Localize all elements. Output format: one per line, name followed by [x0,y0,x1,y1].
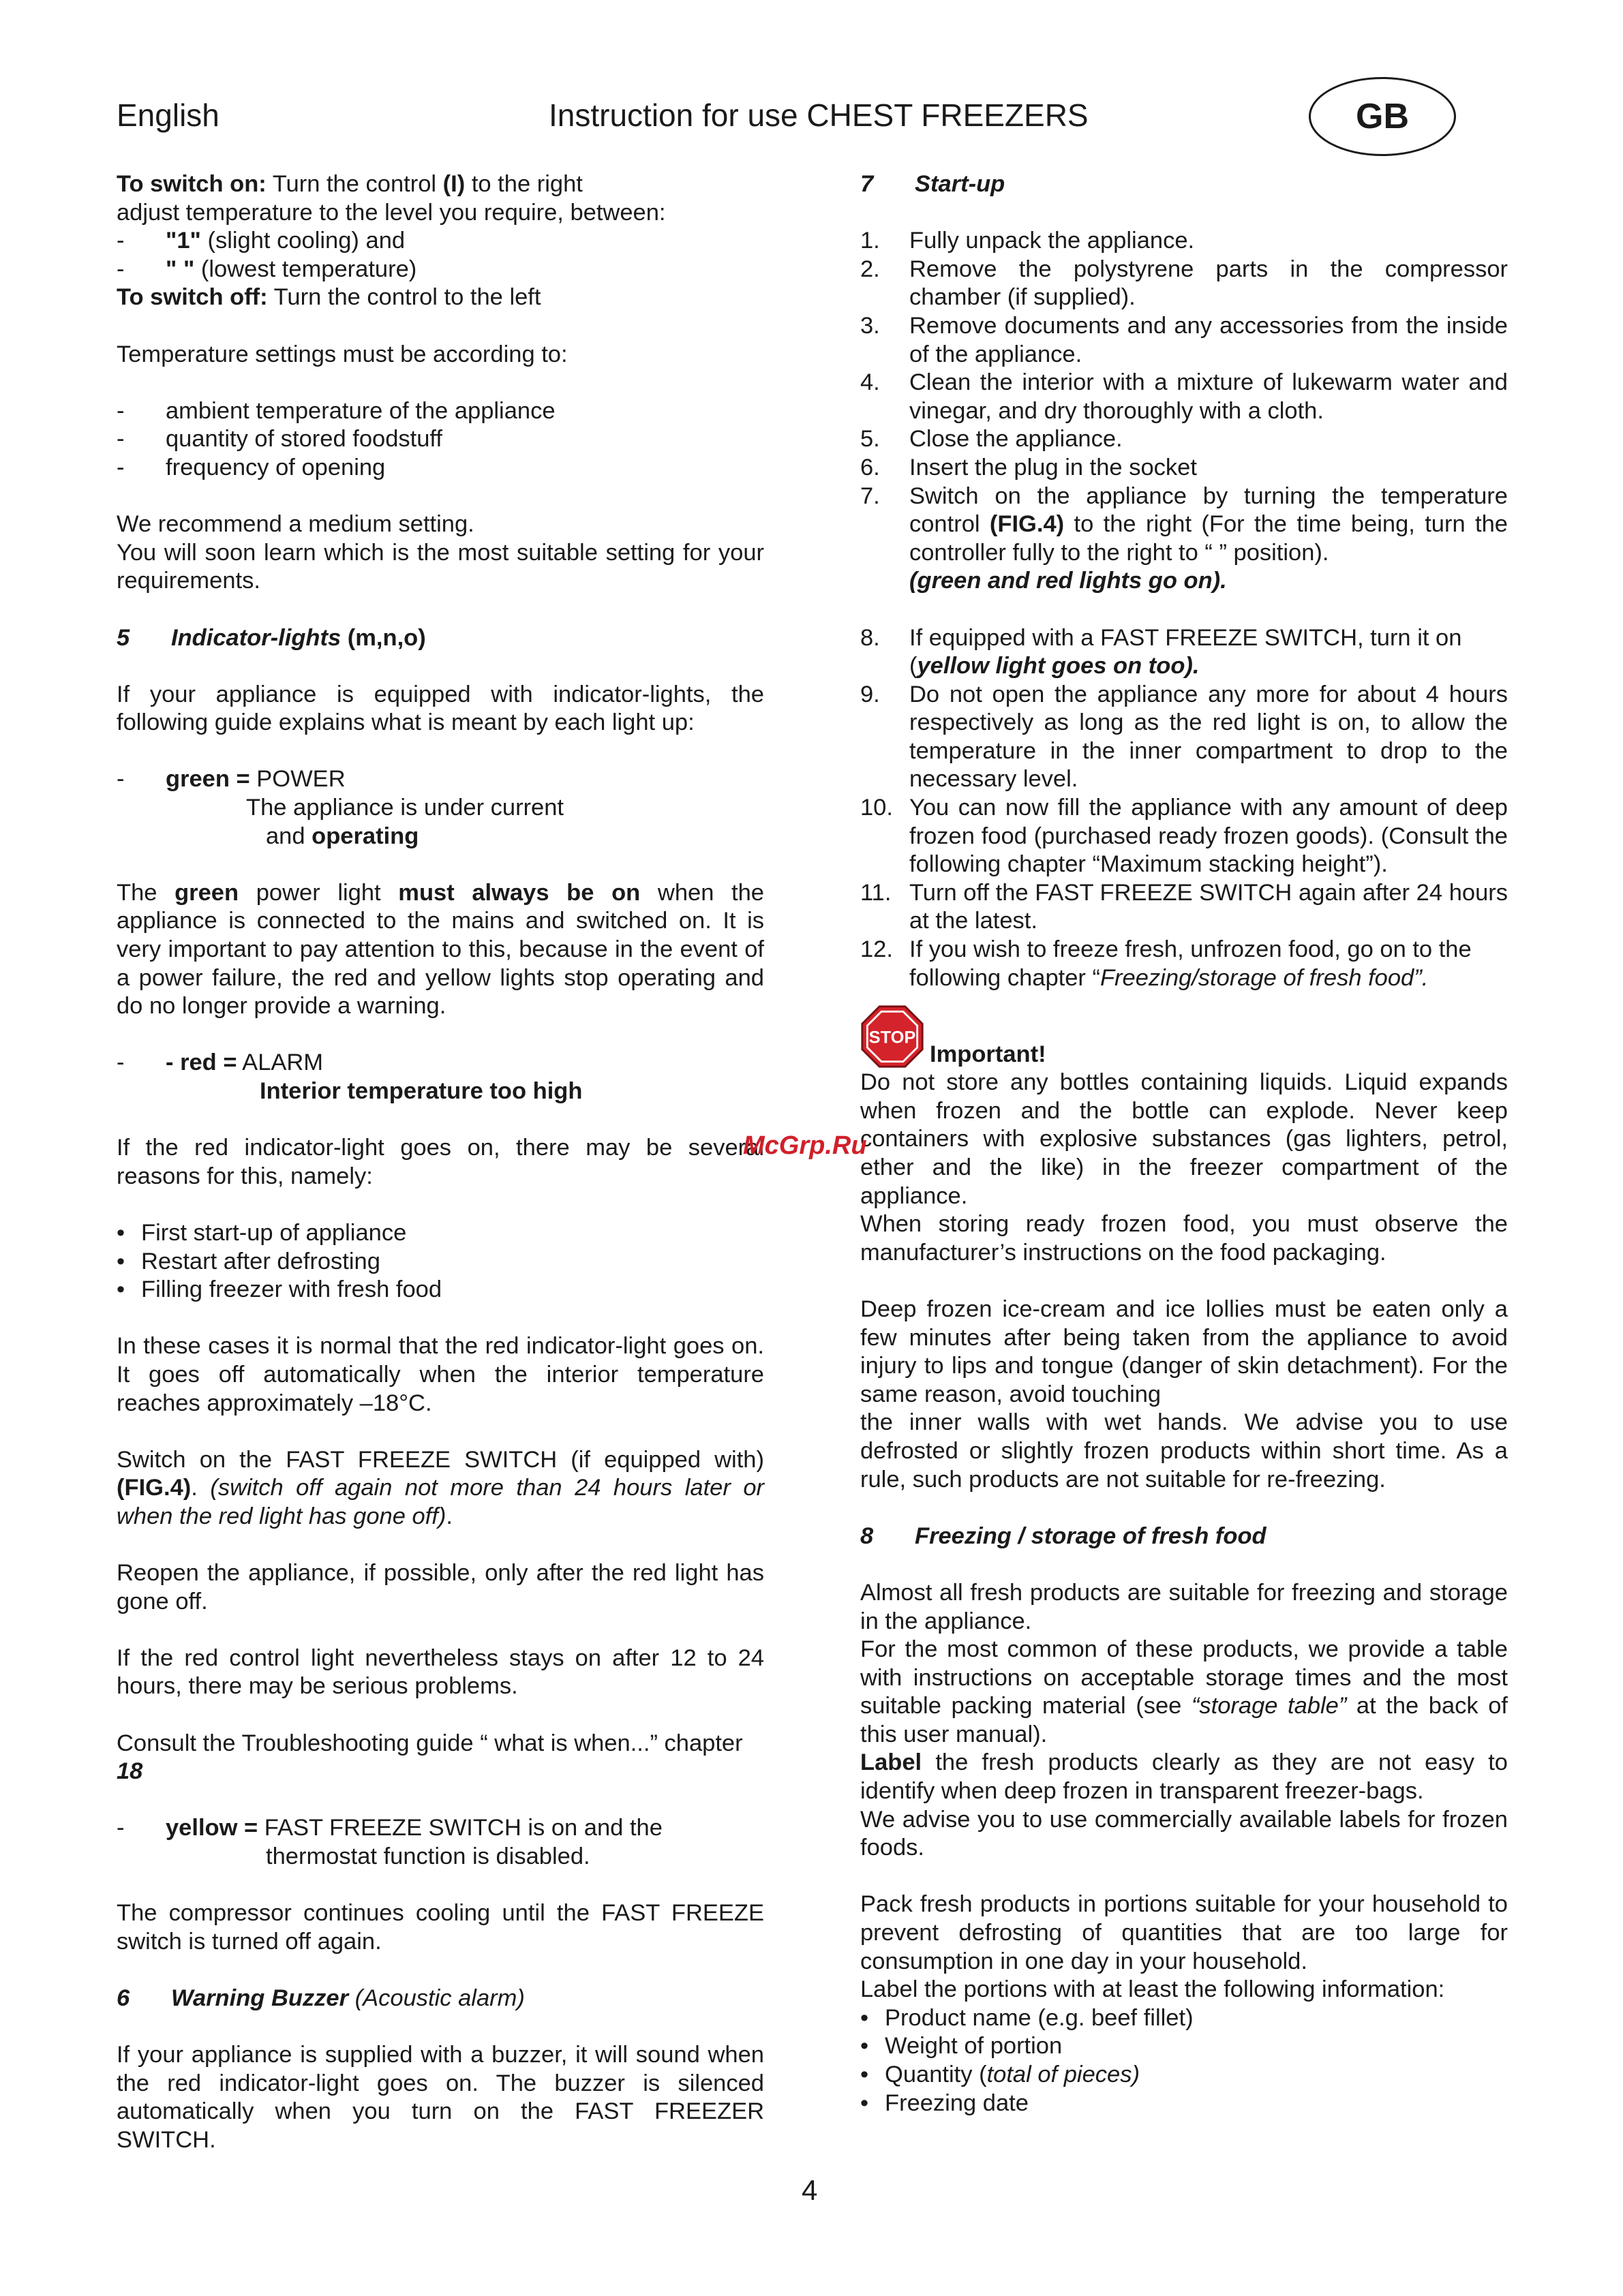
list-item: 1. Fully unpack the appliance. [860,228,1195,254]
section-6-heading [117,1985,764,2013]
section-number: 7 [860,171,874,197]
list-item: 3. Remove documents and any accessories from the inside of the appliance. [860,312,1508,367]
list-item: 10. You can now fill the appliance with any amount of deep frozen food (purchased ready frozen goods). (Consult the following chapter “Maximum stacking height”). [860,795,1508,878]
section-number: 5 [117,624,130,651]
section-number: 6 [117,1985,130,2011]
section-title: Indicator-lights [171,624,342,651]
list-item: 8. If equipped with a FAST FREEZE SWITCH, turn it on (yellow light goes on too). [860,624,1462,679]
switch-off-label: To switch off: [117,284,268,311]
label-text: Label the fresh products clearly as they are not easy to identify when deep frozen in transparent freezer-bags. [860,1749,1508,1805]
temp-intro: Temperature settings must be according to: [117,341,568,367]
indicator-intro: If your appliance is equipped with indicator-lights, the following guide explains what is meant by each light up: [117,681,764,736]
important-label: Important! [930,1041,1046,1067]
green-line-2: The appliance is under current [246,795,564,821]
reopen-text: Reopen the appliance, if possible, only after the red light has gone off. [117,1560,764,1614]
serious-text: If the red control light nevertheless stays on after 12 to 24 hours, there may be serious problems. [117,1644,764,1700]
yellow-light-entry: - yellow = FAST FREEZE SWITCH is on and the [117,1815,663,1841]
consult-text: Consult the Troubleshooting guide “ what is when...” chapter 18 [117,1730,743,1785]
red-light-entry: - - red = ALARM [117,1050,324,1076]
red-label: - red = [166,1050,237,1076]
list-item: 2. Remove the polystyrene parts in the compressor chamber (if supplied). [860,256,1508,311]
country-code: GB [1356,97,1409,136]
switch-on-rest: to the right [465,171,583,197]
green-value: POWER [249,766,346,793]
watermark-text: McGrp.Ru [743,1131,867,1160]
red-normal-text: In these cases it is normal that the red indicator-light goes on. It goes off automatically when the interior temperature reaches approximately –18°C. [117,1333,764,1416]
section-5-heading [117,624,764,653]
list-item: 4. Clean the interior with a mixture of lukewarm water and vinegar, and dry thoroughly with a cloth. [860,369,1508,424]
list-item: 9. Do not open the appliance any more for about 4 hours respectively as long as the red light is on, to allow the temperature in the inner compartment to drop to the necessary level. [860,681,1508,793]
page-header [0,0,1623,164]
portions-text: Label the portions with at least the following information: [860,1976,1445,2003]
bottles-text: Do not store any bottles containing liquids. Liquid expands when frozen and the bottle can explode. Never keep containers with explosive substances (gas lighters, petrol, ether and the like) in the freezer compartment of the appliance. [860,1069,1508,1209]
switch-on-line [117,170,764,199]
section-8-heading [860,1522,1508,1551]
section-title: Freezing / storage of fresh food [915,1522,1266,1549]
list-item: - ambient temperature of the appliance [117,397,556,424]
learn-text: You will soon learn which is the most suitable setting for your requirements. [117,539,764,594]
list-item: 12. If you wish to freeze fresh, unfrozen food, go on to the following chapter “Freezing/storage of fresh food”. [860,936,1472,991]
left-column [117,170,764,2155]
common-text: For the most common of these products, we provide a table with instructions on acceptable storage times and the most suitable packing material (see “storage table” at the back of this user manual). [860,1636,1508,1747]
red-intro: If the red indicator-light goes on, there may be several reasons for this, namely: [117,1135,764,1189]
stop-sign-icon [860,1005,924,1069]
red-line-2: Interior temperature too high [260,1078,583,1104]
green-line-3: and operating [266,823,419,849]
list-item: 5. Close the appliance. [860,426,1123,453]
switch-on-label: To switch on: [117,171,267,197]
list-item: 11. Turn off the FAST FREEZE SWITCH again after 24 hours at the latest. [860,879,1508,934]
yellow-line-2: thermostat function is disabled. [266,1843,590,1870]
buzzer-text: If your appliance is supplied with a buzzer, it will sound when the red indicator-light goes on. The buzzer is silenced automatically when you turn on the FAST FREEZER SWITCH. [117,2042,764,2153]
page-number: 4 [802,2174,818,2206]
green-label: green = [166,766,250,793]
option-1: - "1" (slight cooling) and [117,228,406,254]
list-item: - frequency of opening [117,454,386,480]
list-item: • First start-up of appliance [117,1219,407,1246]
walls-text: the inner walls with wet hands. We advise you to use defrosted or slightly frozen products within short time. As a rule, such products are not suitable for re-freezing. [860,1409,1508,1493]
switch-on-text: Turn the control [266,171,443,197]
option-1-text: (slight cooling) and [200,228,406,254]
list-item: • Freezing date [860,2090,1029,2116]
option-2-value: " " [166,256,195,282]
fast-freeze-text: Switch on the FAST FREEZE SWITCH (if equipped with) (FIG.4). (switch off again not more than 24 hours later or when the red light has gone off). [117,1446,764,1529]
yellow-value: FAST FREEZE SWITCH is on and the [258,1815,663,1841]
list-item: • Restart after defrosting [117,1248,380,1274]
section-subtitle: (m,n,o) [341,624,426,651]
advise-text: We advise you to use commercially available labels for frozen foods. [860,1806,1508,1861]
green-paragraph: The green power light must always be on when the appliance is connected to the mains and switched on. It is very important to pay attention to this, because in the event of a power failure, the red and yellow lights stop operating and do no longer provide a warning. [117,879,764,1020]
list-item: • Quantity (total of pieces) [860,2062,1140,2087]
important-notice [860,1005,1508,1069]
list-item: • Weight of portion [860,2033,1063,2060]
option-2: - " " (lowest temperature) [117,256,417,282]
red-value: ALARM [237,1050,324,1076]
section-title: Start-up [915,171,1005,197]
option-2-text: (lowest temperature) [194,256,417,282]
list-item: 7. Switch on the appliance by turning the temperature control (FIG.4) to the right (For the time being, turn the controller fully to the right to “ ” position). (green and red lights go on). [860,483,1508,594]
pack-text: Pack fresh products in portions suitable for your household to prevent defrosting of quantities that are too large for consumption in one day in your household. [860,1891,1508,1974]
document-title: Instruction for use CHEST FREEZERS [549,97,1089,133]
language-label: English [117,97,219,133]
icecream-text: Deep frozen ice-cream and ice lollies must be eaten only a few minutes after being taken from the appliance to avoid injury to lips and tongue (danger of skin detachment). For the same reason, avoid touching [860,1296,1508,1407]
switch-off-line [117,284,764,312]
recommend-text: We recommend a medium setting. [117,511,474,538]
list-item: • Product name (e.g. beef fillet) [860,2004,1194,2031]
list-item: - quantity of stored foodstuff [117,426,442,453]
country-badge [1309,77,1456,156]
compressor-text: The compressor continues cooling until the FAST FREEZE switch is turned off again. [117,1900,764,1955]
control-label: (I) [442,171,466,197]
section-subtitle: (Acoustic alarm) [348,1985,525,2011]
section-7-heading [860,170,1508,199]
yellow-label: yellow = [166,1815,258,1841]
green-light-entry: - green = POWER [117,766,346,793]
stop-sign-label: STOP [868,1028,916,1047]
section-title: Warning Buzzer [171,1985,349,2011]
adjust-line: adjust temperature to the level you require, between: [117,199,666,226]
list-item: 6. Insert the plug in the socket [860,454,1197,480]
section-number: 8 [860,1522,874,1549]
switch-off-text: Turn the control to the left [267,284,541,311]
almost-text: Almost all fresh products are suitable for freezing and storage in the appliance. [860,1579,1508,1634]
storing-text: When storing ready frozen food, you must observe the manufacturer’s instructions on the food packaging. [860,1211,1508,1266]
list-item: • Filling freezer with fresh food [117,1276,442,1303]
option-1-value: "1" [166,228,201,254]
right-column [860,170,1508,2117]
